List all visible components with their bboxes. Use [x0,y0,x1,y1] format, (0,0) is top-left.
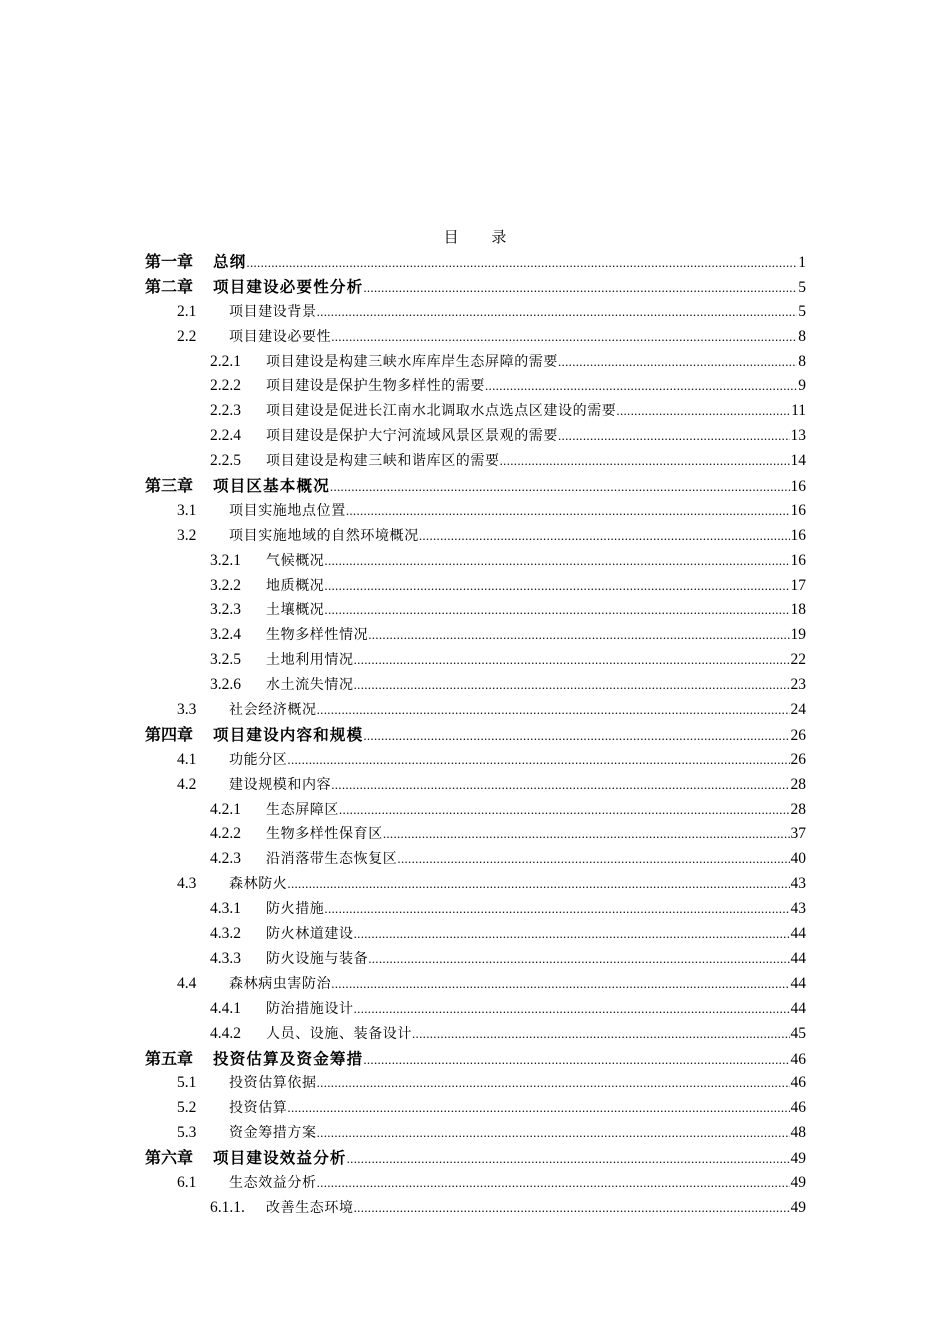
toc-page-number: 16 [790,501,806,519]
toc-entry-number: 第五章 [145,1048,194,1068]
toc-page-number: 48 [790,1124,806,1142]
toc-chapter-entry[interactable] [145,1047,806,1072]
toc-dot-leader [331,773,789,798]
toc-dot-leader [354,922,790,947]
toc-entry-label: 投资估算 [229,1100,288,1117]
toc-section-entry[interactable] [145,574,806,599]
toc-section-entry[interactable] [145,922,806,947]
toc-page-number: 8 [798,352,806,370]
toc-section-entry[interactable] [145,524,806,549]
toc-entry-number: 第四章 [145,724,194,744]
toc-dot-leader [363,1048,789,1073]
toc-entry-label: 项目建设背景 [229,303,317,320]
toc-entry-number: 3.2.2 [210,576,241,594]
toc-entry-label: 土壤概况 [266,602,325,619]
table-of-contents [145,250,806,1221]
toc-section-entry[interactable] [145,897,806,922]
toc-entry-number: 2.2 [177,327,197,345]
toc-page-number: 9 [798,377,806,395]
toc-entry-number: 4.2.1 [210,800,241,818]
toc-dot-leader [331,972,789,997]
toc-section-entry[interactable] [145,1096,806,1121]
toc-entry-number: 第二章 [145,276,194,296]
toc-page-number: 1 [798,254,806,271]
toc-dot-leader [317,1121,790,1146]
toc-dot-leader [317,1071,790,1096]
toc-entry-label: 功能分区 [229,751,288,768]
toc-entry-label: 建设规模和内容 [229,776,332,793]
toc-entry-label: 项目建设效益分析 [213,1149,347,1168]
toc-entry-label: 土地利用情况 [266,652,354,669]
toc-section-entry[interactable] [145,997,806,1022]
toc-page-number: 44 [790,949,806,967]
toc-page-number: 11 [791,402,806,420]
toc-entry-label: 防治措施设计 [266,1000,354,1017]
toc-entry-label: 投资估算依据 [229,1075,317,1092]
toc-dot-leader [485,374,797,399]
toc-section-entry[interactable] [145,798,806,823]
toc-chapter-entry[interactable] [145,250,806,275]
toc-entry-number: 3.2.6 [210,676,241,694]
toc-entry-number: 3.3 [177,701,197,719]
toc-entry-number: 4.2.2 [210,825,241,843]
toc-entry-label: 防火设施与装备 [266,950,369,967]
toc-dot-leader [397,847,789,872]
toc-page-number: 49 [790,1150,806,1168]
toc-entry-label: 地质概况 [266,577,325,594]
toc-page-number: 49 [790,1173,806,1191]
toc-dot-leader [246,251,797,276]
toc-entry-label: 项目建设必要性分析 [213,277,364,296]
toc-dot-leader [324,897,789,922]
toc-dot-leader [330,475,790,500]
toc-entry-label: 人员、设施、装备设计 [266,1025,412,1042]
toc-entry-label: 项目实施地域的自然环境概况 [229,527,419,544]
toc-dot-leader [368,947,789,972]
toc-dot-leader [354,673,790,698]
toc-entry-number: 3.2.4 [210,626,241,644]
toc-entry-number: 第一章 [145,252,194,271]
toc-dot-leader [287,872,789,897]
toc-entry-label: 项目建设是促进长江南水北调取水点选点区建设的需要 [266,403,617,420]
toc-page-number: 24 [790,701,806,719]
toc-section-entry[interactable] [145,822,806,847]
toc-section-entry[interactable] [145,424,806,449]
toc-entry-label: 森林防火 [229,876,288,893]
toc-dot-leader [287,1096,789,1121]
toc-entry-number: 2.2.5 [210,452,241,470]
toc-dot-leader [383,822,790,847]
toc-section-entry[interactable] [145,300,806,325]
toc-entry-label: 防火措施 [266,901,325,918]
toc-entry-label: 气候概况 [266,552,325,569]
toc-entry-number: 2.2.2 [210,377,241,395]
toc-entry-number: 3.2.1 [210,551,241,569]
toc-entry-number: 6.1 [177,1173,197,1191]
toc-title: 目 录 [443,228,521,246]
toc-section-entry[interactable] [145,325,806,350]
toc-page-number: 5 [798,302,806,320]
toc-entry-label: 项目实施地点位置 [229,502,346,519]
toc-page-number: 43 [790,875,806,893]
toc-section-entry[interactable] [145,1071,806,1096]
toc-dot-leader [339,798,790,823]
toc-section-entry[interactable] [145,648,806,673]
toc-entry-number: 4.4.2 [210,1024,241,1042]
toc-page-number: 17 [790,576,806,594]
toc-section-entry[interactable] [145,872,806,897]
toc-dot-leader [324,574,789,599]
toc-entry-label: 项目建设是保护大宁河流域风景区景观的需要 [266,428,558,445]
toc-section-entry[interactable] [145,499,806,524]
toc-dot-leader [324,549,789,574]
toc-dot-leader [354,1196,790,1221]
toc-entry-number: 4.3.3 [210,949,241,967]
toc-page-number: 26 [790,726,806,744]
toc-entry-number: 3.2 [177,526,197,544]
toc-entry-label: 生态效益分析 [229,1174,317,1191]
toc-entry-label: 森林病虫害防治 [229,975,332,992]
toc-entry-number: 第六章 [145,1148,194,1168]
toc-page-number: 43 [790,900,806,918]
toc-page-number: 44 [790,974,806,992]
toc-page-number: 49 [790,1198,806,1216]
toc-entry-number: 2.2.1 [210,352,241,370]
toc-entry-label: 改善生态环境 [266,1199,354,1216]
toc-dot-leader [287,748,789,773]
toc-page-number: 19 [790,626,806,644]
toc-page-number: 28 [790,775,806,793]
toc-page-number: 13 [790,427,806,445]
toc-page-number: 44 [790,925,806,943]
toc-section-entry[interactable] [145,549,806,574]
toc-entry-number: 3.2.3 [210,601,241,619]
toc-entry-number: 2.2.4 [210,427,241,445]
toc-section-entry[interactable] [145,698,806,723]
toc-entry-number: 4.4.1 [210,999,241,1017]
toc-page-number: 46 [790,1050,806,1068]
toc-entry-number: 5.2 [177,1099,197,1117]
toc-section-entry[interactable] [145,972,806,997]
toc-entry-number: 4.4 [177,974,197,992]
toc-dot-leader [616,399,790,424]
toc-section-entry[interactable] [145,374,806,399]
toc-chapter-entry[interactable] [145,474,806,499]
toc-section-entry[interactable] [145,623,806,648]
toc-entry-label: 水土流失情况 [266,677,354,694]
toc-dot-leader [354,997,790,1022]
toc-section-entry[interactable] [145,673,806,698]
toc-section-entry[interactable] [145,947,806,972]
toc-dot-leader [317,1171,790,1196]
toc-entry-label: 生物多样性情况 [266,627,369,644]
toc-entry-label: 投资估算及资金筹措 [213,1049,364,1068]
toc-dot-leader [419,524,790,549]
toc-entry-number: 6.1.1. [210,1198,245,1216]
toc-page-number: 28 [790,800,806,818]
toc-dot-leader [346,499,790,524]
toc-dot-leader [331,325,797,350]
toc-page-number: 23 [790,676,806,694]
toc-dot-leader [317,300,798,325]
toc-dot-leader [317,698,790,723]
toc-page-number: 14 [790,452,806,470]
toc-section-entry[interactable] [145,598,806,623]
toc-section-entry[interactable] [145,1022,806,1047]
toc-entry-label: 项目建设是构建三峡水库库岸生态屏障的需要 [266,353,558,370]
toc-entry-number: 3.2.5 [210,651,241,669]
toc-section-entry[interactable] [145,399,806,424]
toc-section-entry[interactable] [145,748,806,773]
toc-chapter-entry[interactable] [145,723,806,748]
toc-entry-label: 总纲 [213,253,247,271]
toc-page-number: 46 [790,1074,806,1092]
toc-entry-number: 第三章 [145,476,194,496]
toc-page-number: 44 [790,999,806,1017]
toc-entry-label: 项目区基本概况 [213,477,330,496]
toc-entry-number: 5.3 [177,1124,197,1142]
toc-dot-leader [354,648,790,673]
toc-entry-label: 社会经济概况 [229,702,317,719]
toc-page-number: 46 [790,1099,806,1117]
toc-section-entry[interactable] [145,847,806,872]
toc-entry-label: 生物多样性保育区 [266,826,383,843]
toc-entry-number: 2.2.3 [210,402,241,420]
toc-section-entry[interactable] [145,449,806,474]
toc-page-number: 8 [798,327,806,345]
toc-dot-leader [500,449,790,474]
toc-chapter-entry[interactable] [145,275,806,300]
toc-entry-number: 4.3.2 [210,925,241,943]
toc-page-number: 16 [790,551,806,569]
toc-page-number: 22 [790,651,806,669]
toc-dot-leader [412,1022,790,1047]
toc-dot-leader [368,623,789,648]
toc-page-number: 40 [790,850,806,868]
toc-section-entry[interactable] [145,350,806,375]
toc-page-number: 18 [790,601,806,619]
toc-dot-leader [363,276,797,301]
toc-dot-leader [558,424,790,449]
toc-entry-number: 4.3.1 [210,900,241,918]
toc-entry-number: 4.2 [177,775,197,793]
toc-dot-leader [558,350,797,375]
toc-entry-label: 项目建设内容和规模 [213,725,364,744]
toc-entry-label: 项目建设是构建三峡和谐库区的需要 [266,453,500,470]
toc-entry-number: 4.1 [177,750,197,768]
toc-chapter-entry[interactable] [145,1146,806,1171]
toc-entry-number: 4.2.3 [210,850,241,868]
toc-dot-leader [347,1147,790,1172]
toc-entry-number: 4.3 [177,875,197,893]
toc-entry-number: 5.1 [177,1074,197,1092]
toc-entry-label: 生态屏障区 [266,801,339,818]
toc-page-number: 37 [790,825,806,843]
toc-page-number: 45 [790,1024,806,1042]
toc-dot-leader [324,598,789,623]
toc-entry-label: 防火林道建设 [266,926,354,943]
toc-entry-number: 3.1 [177,501,197,519]
toc-page-number: 5 [798,278,806,296]
toc-entry-label: 沿消落带生态恢复区 [266,851,398,868]
toc-dot-leader [363,724,789,749]
toc-entry-number: 2.1 [177,302,197,320]
toc-entry-label: 项目建设是保护生物多样性的需要 [266,378,485,395]
toc-section-entry[interactable] [145,1121,806,1146]
toc-section-entry[interactable] [145,773,806,798]
toc-section-entry[interactable] [145,1196,806,1221]
toc-section-entry[interactable] [145,1171,806,1196]
toc-page-number: 16 [790,478,806,496]
toc-page-number: 16 [790,526,806,544]
toc-entry-label: 项目建设必要性 [229,328,332,345]
toc-entry-label: 资金筹措方案 [229,1125,317,1142]
toc-page-number: 26 [790,750,806,768]
